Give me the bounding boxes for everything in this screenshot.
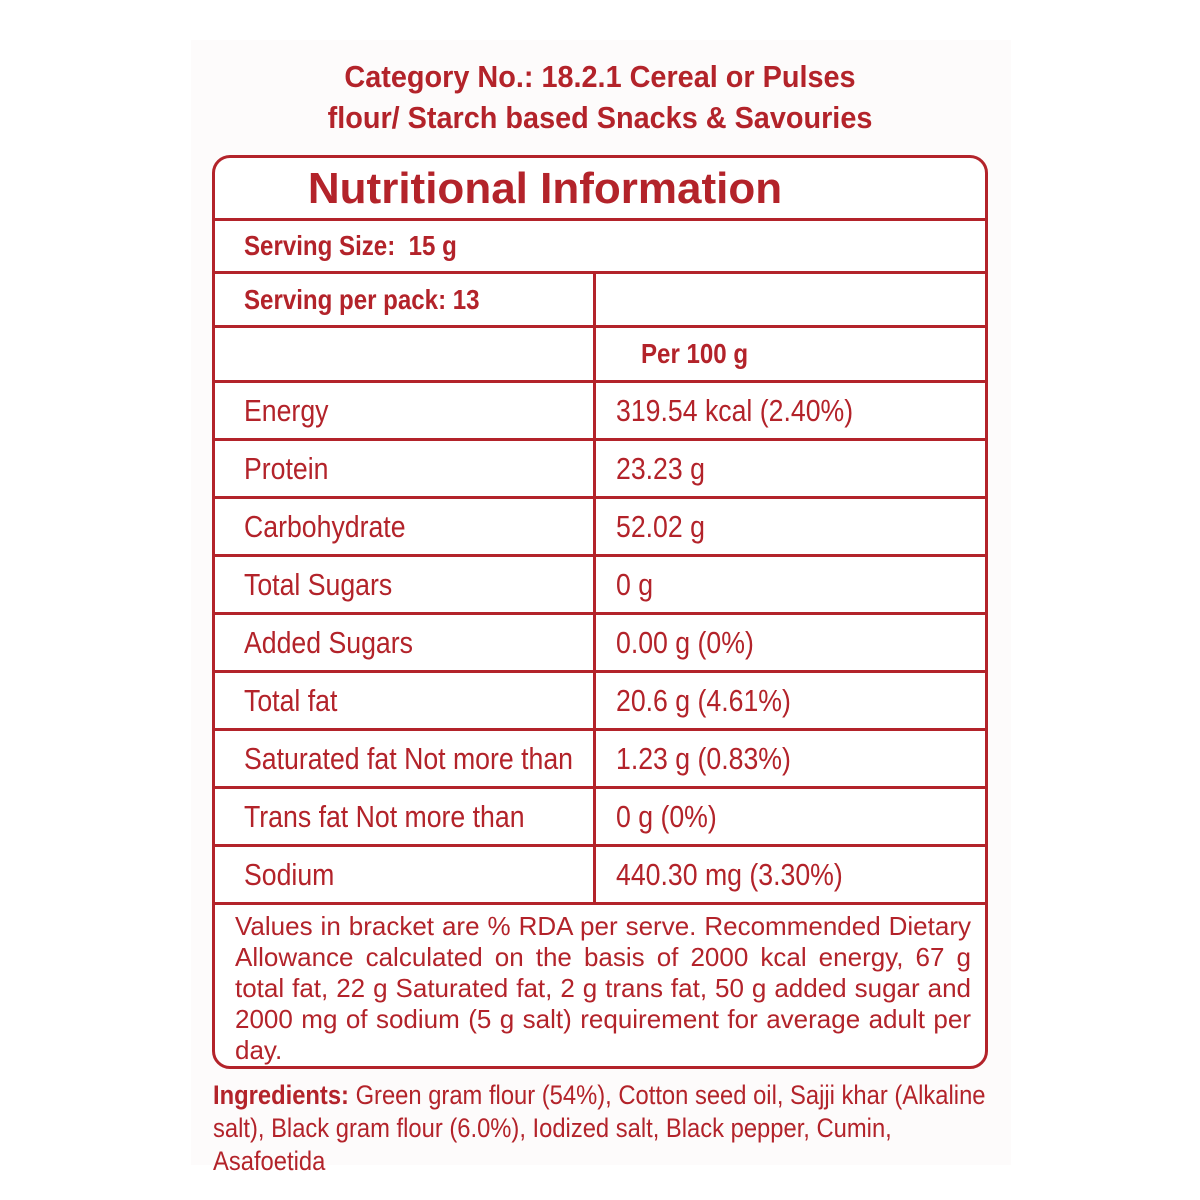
nutrient-value: 0 g (0%) [616,798,717,834]
ingredients-label: Ingredients: [213,1080,349,1110]
column-divider [593,673,596,728]
nutrient-name: Added Sugars [244,624,413,660]
nutrient-value: 20.6 g (4.61%) [616,682,791,718]
nutrient-value: 440.30 mg (3.30%) [616,856,843,892]
nutrient-value: 0 g [616,566,654,602]
table-row [215,844,988,902]
table-row [215,612,988,670]
column-divider [593,847,596,902]
nutrient-name: Total fat [244,682,338,718]
table-row [215,670,988,728]
category-line-2: flour/ Starch based Snacks & Savouries [327,100,873,135]
serving-per-pack: Serving per pack: 13 [244,283,480,315]
table-row [215,496,988,554]
table-title: Nutritional Information [307,164,783,213]
nutrient-name: Saturated fat Not more than [244,740,574,776]
column-divider [593,328,596,380]
table-row [215,554,988,612]
table-row [215,438,988,496]
serving-per-pack-row [215,271,988,325]
serving-size-row [215,218,988,271]
category-heading [42,56,1158,138]
category-line-1: Category No.: 18.2.1 Cereal or Pulses [344,59,856,94]
nutrient-name: Protein [244,450,329,486]
column-divider [593,274,596,325]
nutrient-name: Energy [244,392,329,428]
column-divider [593,789,596,844]
nutrient-name: Total Sugars [244,566,393,602]
ingredients-text [213,1079,993,1178]
nutrient-value: 23.23 g [616,450,705,486]
nutrient-name: Carbohydrate [244,508,406,544]
column-header-row [215,325,988,380]
nutrient-value: 319.54 kcal (2.40%) [616,392,854,428]
column-divider [593,441,596,496]
nutrient-value: 52.02 g [616,508,705,544]
per-100g-header: Per 100 g [641,338,749,369]
ingredients-list: Green gram flour (54%), Cotton seed oil, Sajji khar (Alkaline salt), Black gram flour (6.0%), Iodized salt, Black pepper, Cumin, Asafoetida [213,1080,993,1176]
column-divider [593,615,596,670]
table-row [215,786,988,844]
nutrition-table [212,155,988,1069]
nutrient-value: 1.23 g (0.83%) [616,740,791,776]
table-row [215,380,988,438]
rda-footnote: Values in bracket are % RDA per serve. Recommended Dietary Allowance calculated on the basis of 2000 kcal energy, 67 g total fat, 22 g Saturated fat, 2 g trans fat, 50 g added sugar and 2000 mg of sodium (5 g salt) requirement for average adult per day. [215,902,988,1069]
column-divider [593,383,596,438]
table-row [215,728,988,786]
nutrient-name: Sodium [244,856,335,892]
nutrient-name: Trans fat Not more than [244,798,525,834]
column-divider [593,499,596,554]
nutrient-value: 0.00 g (0%) [616,624,754,660]
column-divider [593,557,596,612]
serving-size: Serving Size: 15 g [244,230,457,261]
